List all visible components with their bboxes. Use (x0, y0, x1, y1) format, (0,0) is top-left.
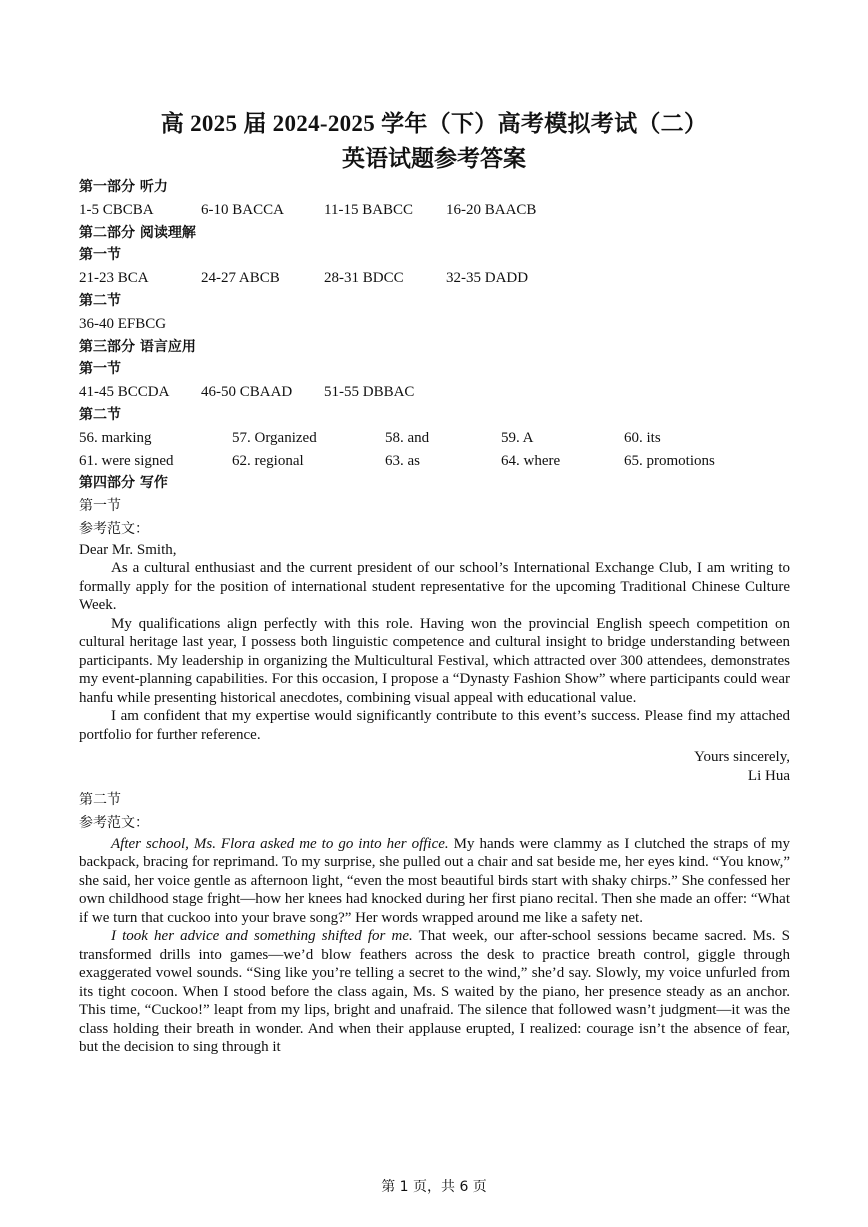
answer-item: 61. were signed (79, 452, 174, 469)
answer-item: 56. marking (79, 429, 152, 446)
part4-section1-heading: 第一节 (79, 498, 121, 515)
answer-group: 36-40 EFBCG (79, 315, 167, 332)
part3-section1-answer-row (79, 381, 790, 404)
sample-label: 参考范文： (79, 815, 149, 832)
letter-paragraph: I am confident that my expertise would significantly contribute to this event’s success. Please find my attached portfolio for further reference. (79, 708, 790, 743)
answer-group: 41-45 BCCDA (79, 384, 170, 401)
letter-paragraph: As a cultural enthusiast and the current president of our school’s International Exchange Club, I am writing to formally apply for the position of international student representative for the upcoming Traditional Chinese Culture Week. (79, 560, 790, 614)
answer-group: 46-50 CBAAD (201, 384, 293, 401)
answer-item: 59. A (501, 429, 534, 446)
answer-content (79, 176, 790, 1057)
answer-item: 62. regional (232, 452, 304, 469)
story-paragraph (79, 835, 790, 928)
answer-group: 1-5 CBCBA (79, 201, 154, 218)
exam-title: 高 2025 届 2024-2025 学年（下）高考模拟考试（二） (160, 111, 708, 136)
part3-section1-heading: 第一节 (79, 361, 121, 378)
answer-group: 24-27 ABCB (201, 270, 280, 287)
answer-group: 21-23 BCA (79, 270, 149, 287)
story-lead-sentence: I took her advice and something shifted for me. (111, 928, 413, 945)
part3-section2-answer-row-2 (79, 450, 790, 473)
letter-greeting: Dear Mr. Smith, (79, 541, 177, 558)
sample-label: 参考范文： (79, 520, 149, 537)
part1-answer-row (79, 199, 790, 222)
part3-section2-answer-row-1 (79, 427, 790, 450)
part2-heading: 第二部分 阅读理解 (79, 224, 196, 241)
part2-section1-heading: 第一节 (79, 247, 121, 264)
part2-section1-answer-row (79, 267, 790, 290)
part4-heading: 第四部分 写作 (79, 475, 168, 492)
answer-group: 6-10 BACCA (201, 201, 284, 218)
part3-section2-heading: 第二节 (79, 406, 121, 423)
part3-heading: 第三部分 语言应用 (79, 338, 196, 355)
answer-item: 63. as (385, 452, 420, 469)
answer-group: 16-20 BAACB (446, 201, 537, 218)
page-footer: 第 1 页，共 6 页 (381, 1179, 487, 1195)
story-text: That week, our after-school sessions became sacred. Ms. S transformed drills into games—we’d blow feathers across the desk to practice breath control, giggle through exaggerated vowel sounds. “Sing like you’re telling a secret to the wind,” she’d say. Slowly, my voice unfurled from its tight cocoon. When I stood before the class again, Ms. S waited by the piano, her presence steady as an anchor. This time, “Cuckoo!” leapt from my lips, bright and unafraid. The silence that followed wasn’t judgment—it was the class holding their breath in wonder. And when their applause erupted, I realized: courage isn’t the absence of fear, but the decision to sing through it (79, 928, 790, 1056)
answer-item: 57. Organized (232, 429, 317, 446)
answer-item: 64. where (501, 452, 561, 469)
answer-group: 32-35 DADD (446, 270, 529, 287)
exam-subtitle: 英语试题参考答案 (342, 146, 526, 171)
answer-item: 58. and (385, 429, 430, 446)
answer-group: 11-15 BABCC (324, 201, 414, 218)
story-text: My hands were clammy as I clutched the straps of my backpack, bracing for reprimand. To my surprise, she pulled out a chair and sat beside me, her eyes kind. “You know,” she said, her voice gentle as afternoon light, “even the most beautiful birds start with shaky chirps.” She confessed her own childhood stage fright—how her knees had knocked during her first piano recital. Then she made an offer: “What if we turn that cuckoo into your brave song?” Her words wrapped around me like a safety net. (79, 835, 790, 926)
answer-item: 60. its (624, 429, 661, 446)
story-paragraph (79, 927, 790, 1057)
part1-heading: 第一部分 听力 (79, 179, 168, 195)
part2-section2-answer-row (79, 313, 790, 336)
answer-group: 28-31 BDCC (324, 270, 404, 287)
story-lead-sentence: After school, Ms. Flora asked me to go into her office. (111, 835, 449, 852)
answer-item: 65. promotions (624, 452, 715, 469)
letter-closing: Yours sincerely, (694, 749, 790, 766)
part4-section2-heading: 第二节 (79, 792, 121, 809)
letter-paragraph: My qualifications align perfectly with this role. Having won the provincial English speech competition on cultural heritage last year, I possess both linguistic competence and cultural insight to bridge understanding between participants. My leadership in organizing the Multicultural Festival, which attracted over 300 attendees, demonstrates my event-planning capabilities. For this occasion, I propose a “Dynasty Fashion Show” where participants could wear hanfu while presenting historical anecdotes, combining visual appeal with educational value. (79, 615, 790, 706)
answer-group: 51-55 DBBAC (324, 384, 415, 401)
letter-signature: Li Hua (747, 767, 790, 784)
part2-section2-heading: 第二节 (79, 292, 121, 309)
